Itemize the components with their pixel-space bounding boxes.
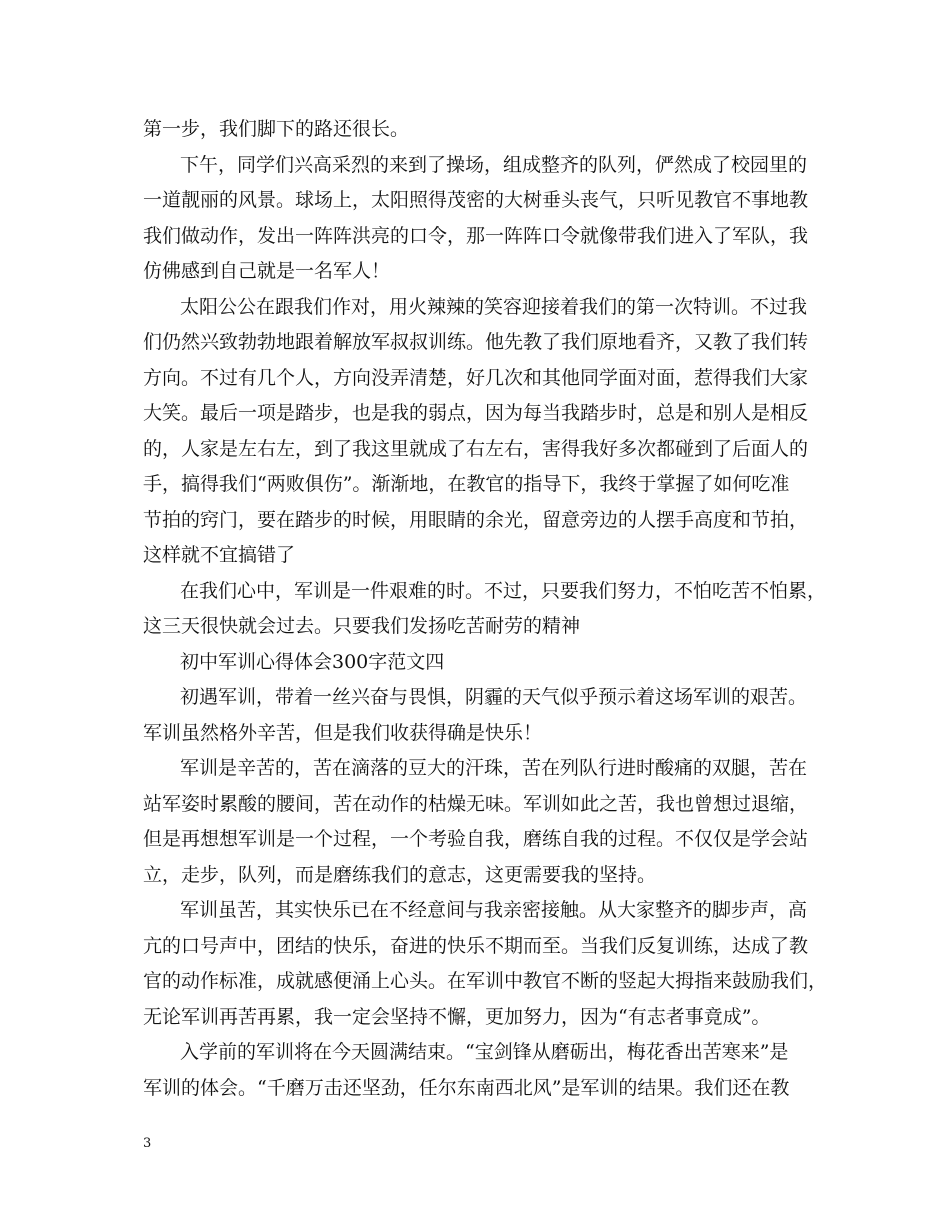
section-heading: 初中军训心得体会300字范文四 <box>180 651 445 673</box>
text-line: 下午，同学们兴高采烈的来到了操场，组成整齐的队列，俨然成了校园里的 <box>180 154 808 176</box>
text-line: 官的动作标准，成就感便涌上心头。在军训中教官不断的竖起大拇指来鼓励我们， <box>143 970 828 992</box>
text-line: 军训虽然格外辛苦，但是我们收获得确是快乐！ <box>143 722 543 744</box>
text-line: 我们做动作，发出一阵阵洪亮的口令，那一阵阵口令就像带我们进入了军队，我 <box>143 225 809 247</box>
text-line: 军训虽苦，其实快乐已在不经意间与我亲密接触。从大家整齐的脚步声，高 <box>180 899 808 921</box>
text-line: 在我们心中，军训是一件艰难的时。不过，只要我们努力，不怕吃苦不怕累， <box>180 580 827 602</box>
text-line: 一道靓丽的风景。球场上，太阳照得茂密的大树垂头丧气，只听见教官不事地教 <box>143 189 809 211</box>
text-line: 但是再想想军训是一个过程，一个考验自我，磨练自我的过程。不仅仅是学会站 <box>143 828 809 850</box>
text-line: 亢的口号声中，团结的快乐，奋进的快乐不期而至。当我们反复训练，达成了教 <box>143 935 809 957</box>
text-line: 们仍然兴致勃勃地跟着解放军叔叔训练。他先教了我们原地看齐，又教了我们转 <box>143 331 809 353</box>
text-line: 这三天很快就会过去。只要我们发扬吃苦耐劳的精神 <box>143 615 581 637</box>
text-line: 节拍的窍门，要在踏步的时候，用眼睛的余光，留意旁边的人摆手高度和节拍， <box>143 509 809 531</box>
text-line: 方向。不过有几个人，方向没弄清楚，好几次和其他同学面对面，惹得我们大家 <box>143 367 809 389</box>
text-line: 军训的体会。“千磨万击还坚劲，任尔东南西北风”是军训的结果。我们还在教 <box>143 1077 790 1099</box>
text-line: 立，走步，队列，而是磨练我们的意志，这更需要我的坚持。 <box>143 864 657 886</box>
text-line: 太阳公公在跟我们作对，用火辣辣的笑容迎接着我们的第一次特训。不过我 <box>180 296 808 318</box>
text-line: 军训是辛苦的，苦在滴落的豆大的汗珠，苦在列队行进时酸痛的双腿，苦在 <box>180 757 808 779</box>
text-line: 这样就不宜搞错了 <box>143 544 296 566</box>
text-line: 站军姿时累酸的腰间，苦在动作的枯燥无味。军训如此之苦，我也曾想过退缩， <box>143 793 809 815</box>
text-line: 手，搞得我们“两败俱伤”。渐渐地，在教官的指导下，我终于掌握了如何吃准 <box>143 473 790 495</box>
text-line: 初遇军训，带着一丝兴奋与畏惧，阴霾的天气似乎预示着这场军训的艰苦。 <box>180 686 808 708</box>
text-line: 仿佛感到自己就是一名军人！ <box>143 260 391 282</box>
text-line: 的，人家是左右左，到了我这里就成了右左右，害得我好多次都碰到了后面人的 <box>143 438 809 460</box>
text-line: 入学前的军训将在今天圆满结束。“宝剑锋从磨砺出，梅花香出苦寒来”是 <box>180 1041 789 1063</box>
text-line: 无论军训再苦再累，我一定会坚持不懈，更加努力，因为“有志者事竟成”。 <box>143 1006 771 1028</box>
text-line: 第一步，我们脚下的路还很长。 <box>143 118 410 140</box>
page-number: 3 <box>143 1136 152 1151</box>
text-line: 大笑。最后一项是踏步，也是我的弱点，因为每当我踏步时，总是和别人是相反 <box>143 402 809 424</box>
